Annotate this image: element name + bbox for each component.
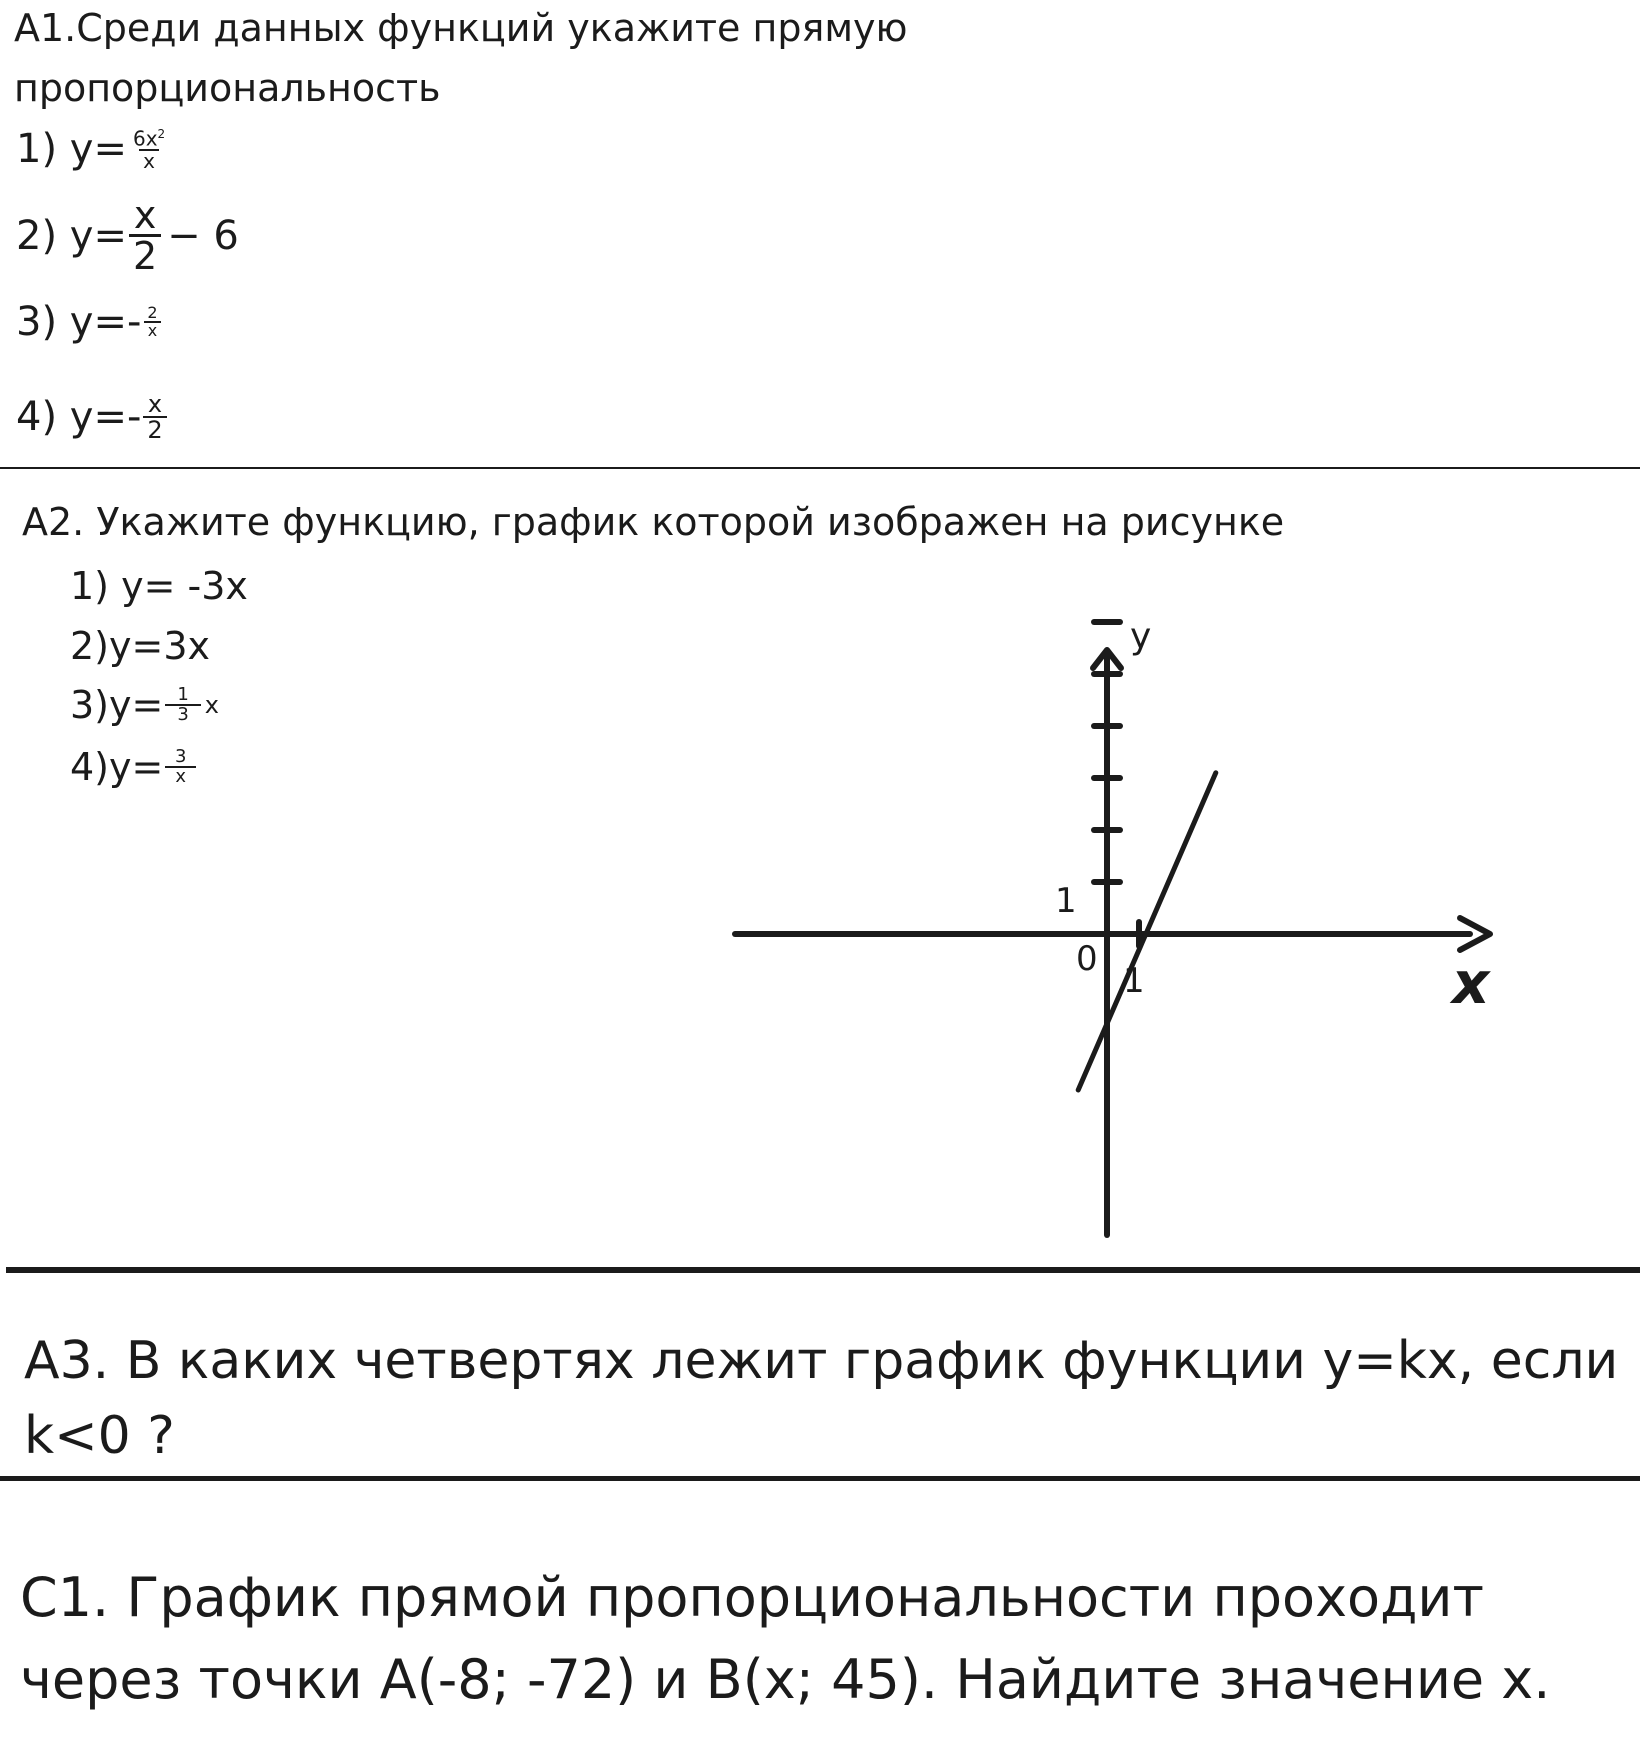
- a1-option-1-numerator: 6x: [132, 126, 158, 151]
- a2-option-3-denominator: 3: [165, 704, 200, 724]
- origin-label: 0: [1076, 939, 1098, 979]
- y-axis-label: y: [1130, 616, 1152, 657]
- a1-option-2-suffix: − 6: [167, 212, 239, 259]
- a3-line1: А3. В каких четвертях лежит график функции y=kx, если: [24, 1331, 1619, 1391]
- c1-line2: через точки А(-8; -72) и В(x; 45). Найдите значение x.: [20, 1648, 1551, 1711]
- a1-option-2-denominator: 2: [129, 234, 161, 275]
- a1-option-4-prefix: 4) y=-: [16, 394, 142, 440]
- a3-line2: k<0 ?: [24, 1406, 175, 1466]
- a1-option-1-exponent: 2: [157, 127, 166, 141]
- x-axis-label: x: [1452, 949, 1490, 1017]
- a1-option-3-numerator: 2: [147, 303, 158, 322]
- a1-option-3-denominator: x: [144, 321, 161, 339]
- a1-option-2-numerator: x: [133, 193, 157, 237]
- divider-2: [6, 1267, 1640, 1273]
- a1-title-line1: А1.Среди данных функций укажите прямую: [14, 6, 908, 50]
- a2-option-2: 2)y=3x: [70, 624, 210, 668]
- divider-3: [0, 1476, 1640, 1481]
- a2-option-3-suffix: x: [204, 691, 219, 719]
- a1-option-2-prefix: 2) y=: [16, 212, 127, 259]
- c1-line1: С1. График прямой пропорциональности проходит: [20, 1566, 1484, 1629]
- a2-option-4-prefix: 4)y=: [70, 745, 164, 789]
- x-tick-label: 1: [1123, 961, 1145, 1001]
- a1-option-4-numerator: x: [147, 390, 163, 418]
- a2-title: А2. Укажите функцию, график которой изображен на рисунке: [22, 500, 1285, 544]
- a1-option-1-prefix: 1) y=: [16, 126, 127, 173]
- a2-option-1: 1) y= -3x: [70, 564, 248, 608]
- a2-option-4-denominator: x: [165, 766, 196, 786]
- a2-option-3-prefix: 3)y=: [70, 683, 164, 727]
- a1-option-4-denominator: 2: [143, 416, 166, 442]
- a2-option-3-numerator: 1: [177, 684, 189, 705]
- a2-option-4-numerator: 3: [174, 746, 187, 767]
- a1-option-1-denominator: x: [139, 149, 159, 171]
- y-tick-label: 1: [1055, 881, 1077, 921]
- a1-option-3-prefix: 3) y=-: [16, 299, 142, 345]
- a1-title-line2: пропорциональность: [14, 66, 441, 110]
